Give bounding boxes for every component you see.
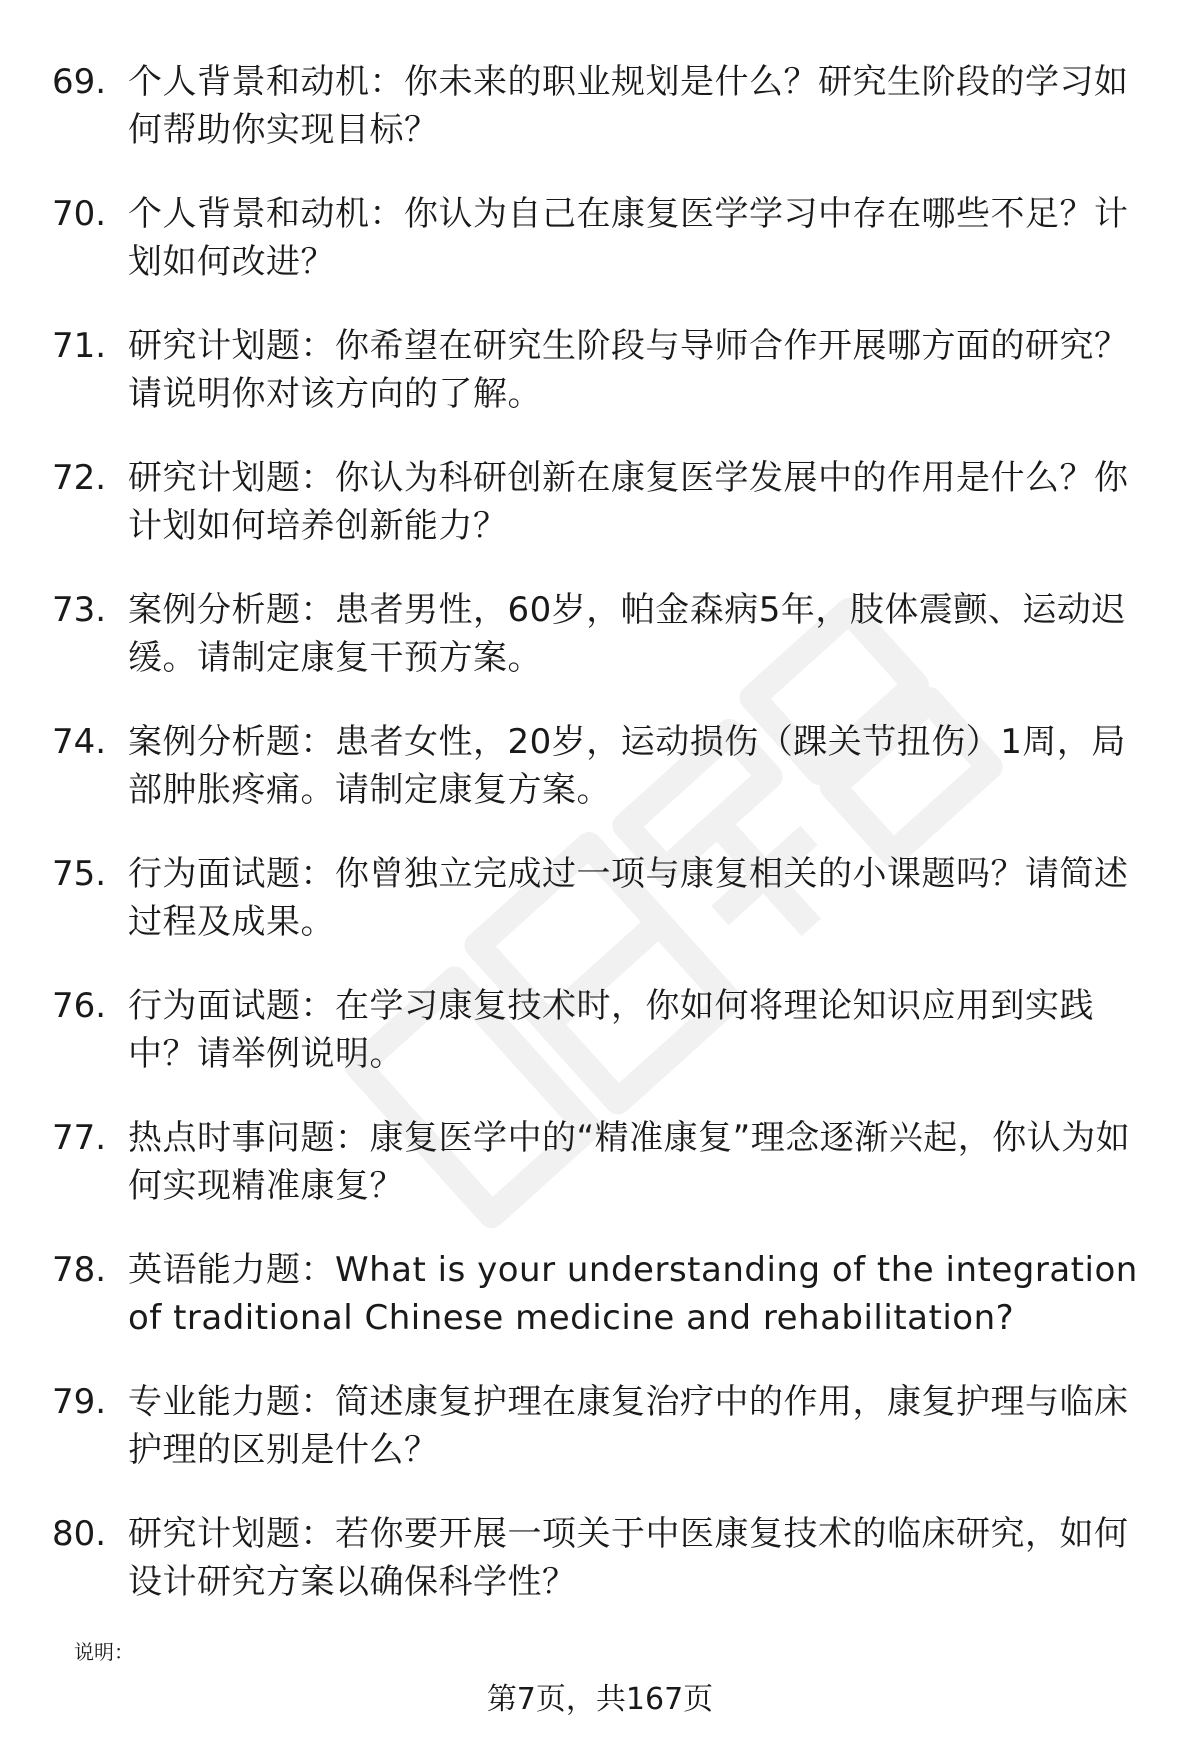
question-number: 72. — [52, 458, 107, 498]
question-text: 研究计划题：若你要开展一项关于中医康复技术的临床研究，如何设计研究方案以确保科学性？ — [128, 1514, 1129, 1602]
question-text: 个人背景和动机：你未来的职业规划是什么？研究生阶段的学习如何帮助你实现目标？ — [128, 62, 1129, 150]
question-number: 73. — [52, 590, 107, 630]
question-number: 74. — [52, 722, 107, 762]
question-number: 78. — [52, 1250, 107, 1290]
question-text: 研究计划题：你希望在研究生阶段与导师合作开展哪方面的研究？请说明你对该方向的了解。 — [128, 326, 1129, 414]
question-item — [52, 58, 1142, 190]
question-number: 79. — [52, 1382, 107, 1422]
question-number: 77. — [52, 1118, 107, 1158]
question-number: 71. — [52, 326, 107, 366]
question-item — [52, 718, 1142, 850]
question-item — [52, 454, 1142, 586]
question-text: 研究计划题：你认为科研创新在康复医学发展中的作用是什么？你计划如何培养创新能力？ — [128, 458, 1129, 546]
question-text: 行为面试题：在学习康复技术时，你如何将理论知识应用到实践中？请举例说明。 — [128, 986, 1094, 1074]
question-number: 70. — [52, 194, 107, 234]
question-number: 80. — [52, 1514, 107, 1554]
question-text: 案例分析题：患者女性，20岁，运动损伤（踝关节扭伤）1周，局部肿胀疼痛。请制定康复方案。 — [128, 722, 1126, 810]
question-item — [52, 322, 1142, 454]
question-text: 英语能力题：What is your understanding of the integration of traditional Chinese medicine and rehabilitation? — [128, 1250, 1138, 1338]
question-text: 个人背景和动机：你认为自己在康复医学学习中存在哪些不足？计划如何改进？ — [128, 194, 1129, 282]
question-text: 热点时事问题：康复医学中的“精准康复”理念逐渐兴起，你认为如何实现精准康复？ — [128, 1118, 1131, 1206]
question-text: 行为面试题：你曾独立完成过一项与康复相关的小课题吗？请简述过程及成果。 — [128, 854, 1129, 942]
question-item — [52, 1114, 1142, 1246]
note-label: 说明： — [74, 1640, 134, 1664]
question-list — [52, 58, 1142, 1642]
question-number: 75. — [52, 854, 107, 894]
question-text: 专业能力题：简述康复护理在康复治疗中的作用，康复护理与临床护理的区别是什么？ — [128, 1382, 1129, 1470]
question-text: 案例分析题：患者男性，60岁，帕金森病5年，肢体震颤、运动迟缓。请制定康复干预方案。 — [128, 590, 1126, 678]
question-item — [52, 1378, 1142, 1510]
question-item — [52, 586, 1142, 718]
question-number: 76. — [52, 986, 107, 1026]
question-item — [52, 1246, 1142, 1378]
question-item — [52, 1510, 1142, 1642]
question-item — [52, 850, 1142, 982]
question-item — [52, 982, 1142, 1114]
question-number: 69. — [52, 62, 107, 102]
page-footer: 第7页，共167页 — [486, 1682, 714, 1717]
question-item — [52, 190, 1142, 322]
